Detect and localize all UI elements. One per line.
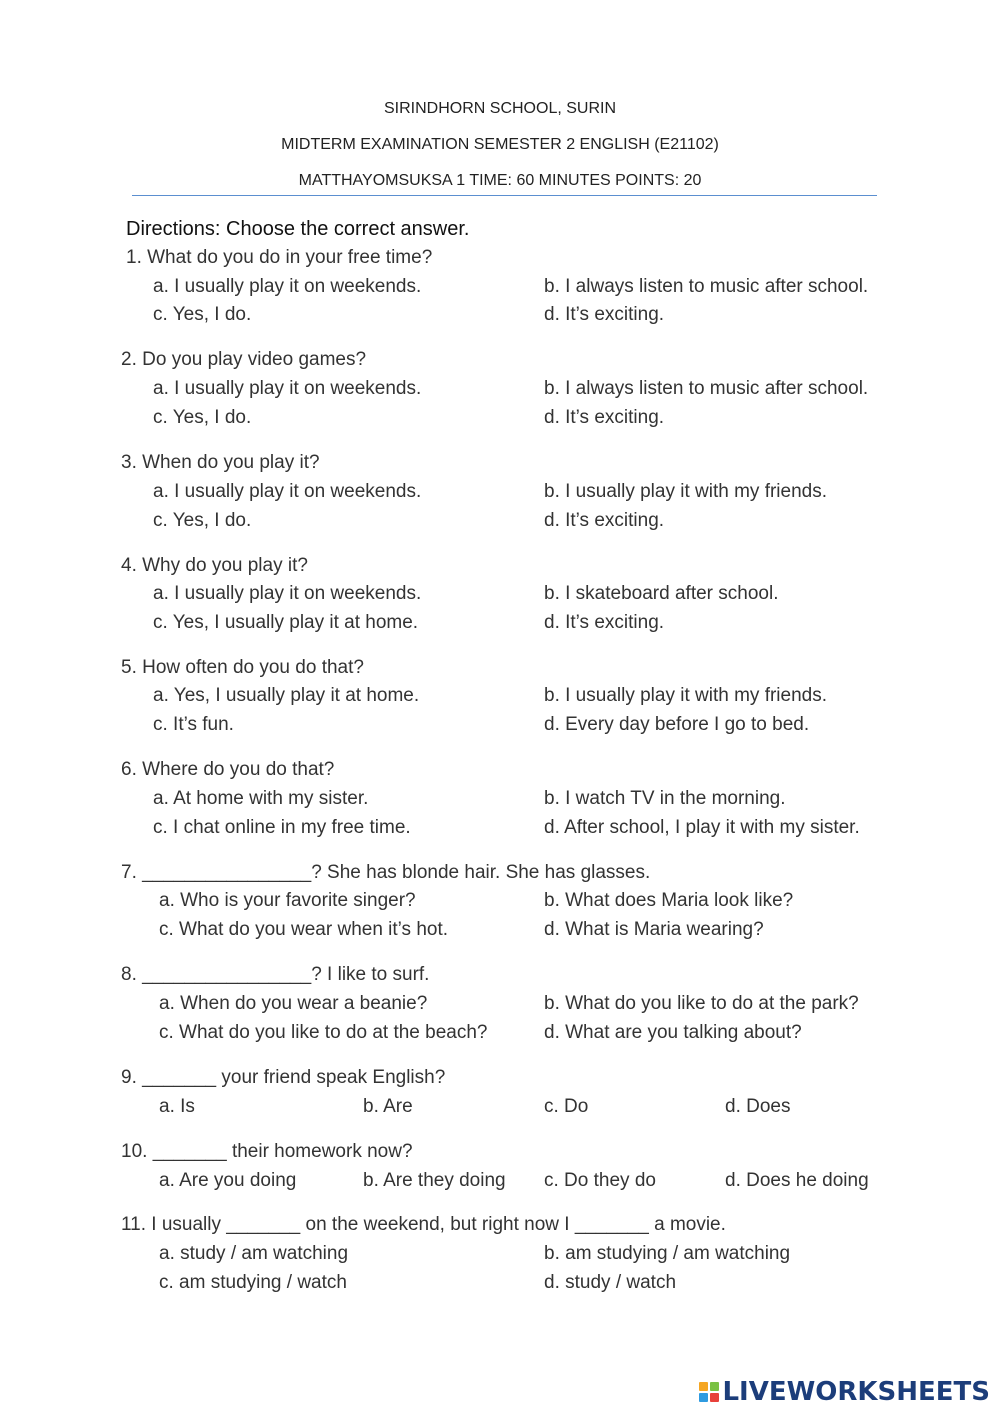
question-text: 9. _______ your friend speak English? — [121, 1067, 446, 1088]
option-d[interactable]: d. Does he doing — [725, 1170, 869, 1191]
option-a[interactable]: a. I usually play it on weekends. — [153, 481, 422, 502]
option-b[interactable]: b. Are they doing — [363, 1170, 506, 1191]
option-a[interactable]: a. Are you doing — [159, 1170, 297, 1191]
question-text: 11. I usually _______ on the weekend, but right now I _______ a movie. — [121, 1214, 726, 1235]
header-divider — [132, 195, 877, 196]
option-d[interactable]: d. What are you talking about? — [544, 1022, 802, 1043]
option-d[interactable]: d. It’s exciting. — [544, 304, 665, 325]
option-b[interactable]: b. I always listen to music after school. — [544, 276, 869, 297]
option-c[interactable]: c. Yes, I usually play it at home. — [153, 612, 419, 633]
option-b[interactable]: b. am studying / am watching — [544, 1243, 791, 1264]
question-text: 2. Do you play video games? — [121, 349, 367, 370]
exam-title: MIDTERM EXAMINATION SEMESTER 2 ENGLISH (E21102) — [281, 136, 719, 153]
school-name: SIRINDHORN SCHOOL, SURIN — [383, 100, 617, 117]
option-a[interactable]: a. When do you wear a beanie? — [159, 993, 428, 1014]
option-d[interactable]: d. study / watch — [544, 1272, 677, 1293]
option-a[interactable]: a. At home with my sister. — [153, 788, 369, 809]
option-c[interactable]: c. What do you like to do at the beach? — [159, 1022, 488, 1043]
option-d[interactable]: d. It’s exciting. — [544, 407, 665, 428]
option-c[interactable]: c. Yes, I do. — [153, 304, 252, 325]
option-a[interactable]: a. I usually play it on weekends. — [153, 276, 422, 297]
option-a[interactable]: a. Who is your favorite singer? — [159, 890, 416, 911]
logo-text: LIVEWORKSHEETS — [722, 1377, 990, 1407]
question-text: 5. How often do you do that? — [121, 657, 364, 678]
option-c[interactable]: c. It’s fun. — [153, 714, 234, 735]
option-a[interactable]: a. Yes, I usually play it at home. — [153, 685, 420, 706]
option-c[interactable]: c. Do — [544, 1096, 589, 1117]
option-d[interactable]: d. After school, I play it with my sister. — [544, 817, 860, 838]
option-d[interactable]: d. Does — [725, 1096, 791, 1117]
option-c[interactable]: c. Yes, I do. — [153, 407, 252, 428]
option-d[interactable]: d. It’s exciting. — [544, 510, 665, 531]
option-b[interactable]: b. I always listen to music after school. — [544, 378, 869, 399]
option-c[interactable]: c. I chat online in my free time. — [153, 817, 411, 838]
option-b[interactable]: b. I usually play it with my friends. — [544, 685, 827, 706]
option-b[interactable]: b. I skateboard after school. — [544, 583, 779, 604]
option-b[interactable]: b. What does Maria look like? — [544, 890, 794, 911]
option-a[interactable]: a. Is — [159, 1096, 195, 1117]
option-a[interactable]: a. study / am watching — [159, 1243, 349, 1264]
question-text: 3. When do you play it? — [121, 452, 320, 473]
option-c[interactable]: c. Yes, I do. — [153, 510, 252, 531]
question-text: 7. ________________? She has blonde hair. She has glasses. — [121, 862, 651, 883]
option-d[interactable]: d. Every day before I go to bed. — [544, 714, 810, 735]
option-b[interactable]: b. Are — [363, 1096, 413, 1117]
liveworksheets-logo — [699, 1377, 990, 1407]
exam-details: MATTHAYOMSUKSA 1 TIME: 60 MINUTES POINTS: 20 — [298, 172, 702, 189]
question-text: 10. _______ their homework now? — [121, 1141, 413, 1162]
question-text: 4. Why do you play it? — [121, 555, 308, 576]
option-b[interactable]: b. What do you like to do at the park? — [544, 993, 859, 1014]
option-b[interactable]: b. I watch TV in the morning. — [544, 788, 786, 809]
option-c[interactable]: c. Do they do — [544, 1170, 656, 1191]
option-c[interactable]: c. am studying / watch — [159, 1272, 347, 1293]
option-a[interactable]: a. I usually play it on weekends. — [153, 378, 422, 399]
option-d[interactable]: d. It’s exciting. — [544, 612, 665, 633]
question-text: 1. What do you do in your free time? — [126, 247, 433, 268]
question-text: 8. ________________? I like to surf. — [121, 964, 430, 985]
liveworksheets-logo-icon — [699, 1382, 719, 1402]
option-b[interactable]: b. I usually play it with my friends. — [544, 481, 827, 502]
question-text: 6. Where do you do that? — [121, 759, 335, 780]
directions: Directions: Choose the correct answer. — [126, 218, 470, 240]
option-c[interactable]: c. What do you wear when it’s hot. — [159, 919, 449, 940]
option-a[interactable]: a. I usually play it on weekends. — [153, 583, 422, 604]
option-d[interactable]: d. What is Maria wearing? — [544, 919, 764, 940]
